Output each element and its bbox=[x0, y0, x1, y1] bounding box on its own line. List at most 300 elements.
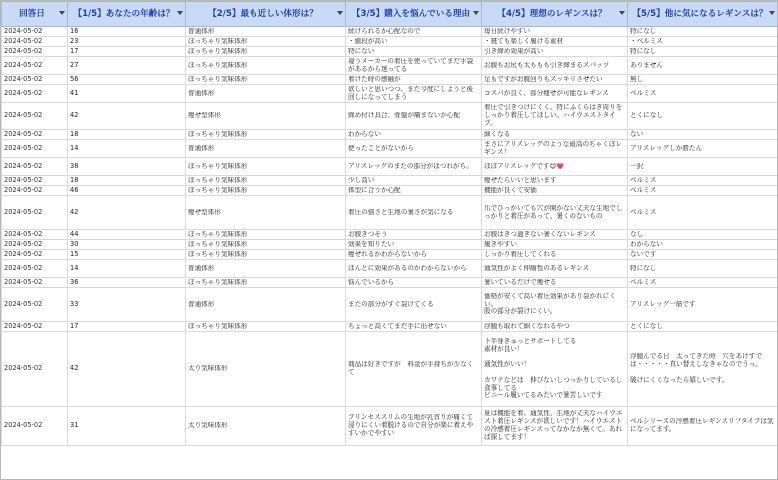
answer-date-cell[interactable] bbox=[2, 260, 68, 278]
cell-text: 細くなる bbox=[484, 130, 511, 138]
table-row bbox=[2, 57, 778, 75]
cell-text: 18 bbox=[70, 130, 79, 138]
cell-text: 普通体形 bbox=[188, 89, 215, 97]
header-label: 【3/5】購入を悩んでいる理由 bbox=[351, 9, 471, 19]
cell-text: 2024-05-02 bbox=[4, 322, 43, 330]
answer-date-cell[interactable] bbox=[2, 278, 68, 288]
reason-cell[interactable] bbox=[346, 230, 482, 240]
cell-text: ・ベルミス bbox=[630, 37, 663, 45]
filter-dropdown-icon[interactable] bbox=[59, 11, 65, 15]
cell-text: 16 bbox=[70, 27, 79, 35]
cell-text: とくになし bbox=[630, 112, 663, 120]
table-row bbox=[2, 140, 778, 158]
ideal-cell[interactable] bbox=[482, 85, 628, 103]
reason-cell[interactable] bbox=[346, 130, 482, 140]
answer-date-cell[interactable] bbox=[2, 240, 68, 250]
table-row bbox=[2, 407, 778, 446]
cell-text: 普通体形 bbox=[188, 264, 215, 272]
cell-text: 履きやすい bbox=[484, 240, 517, 248]
cell-text: 浮腫んでる日 太ってきた時 穴をあけずでは・・・・・真い替えしなきゃなのでうっ。 破けにくくなったら嬉しいです。 bbox=[630, 353, 763, 384]
answer-date-cell[interactable] bbox=[2, 288, 68, 322]
age-cell[interactable] bbox=[68, 250, 186, 260]
cell-text: 14 bbox=[70, 144, 79, 152]
body-type-cell[interactable] bbox=[186, 407, 346, 446]
answer-date-cell[interactable] bbox=[2, 47, 68, 57]
cell-text: ほぼアリスレッグです😊💗 bbox=[484, 162, 565, 170]
body-type-cell[interactable] bbox=[186, 176, 346, 186]
other-cell[interactable] bbox=[628, 250, 778, 260]
body-type-cell[interactable] bbox=[186, 75, 346, 85]
cell-text: ベルミス bbox=[630, 89, 657, 97]
other-cell[interactable] bbox=[628, 57, 778, 75]
answer-date-cell[interactable] bbox=[2, 57, 68, 75]
cell-text: 42 bbox=[70, 208, 79, 216]
header-row bbox=[2, 2, 778, 27]
cell-text: 一択 bbox=[630, 162, 644, 170]
age-cell[interactable] bbox=[68, 27, 186, 37]
cell-text: 2024-05-02 bbox=[4, 300, 43, 308]
ideal-cell[interactable] bbox=[482, 158, 628, 176]
body-type-cell[interactable] bbox=[186, 288, 346, 322]
other-cell[interactable] bbox=[628, 27, 778, 37]
body-type-cell[interactable] bbox=[186, 103, 346, 130]
other-cell[interactable] bbox=[628, 37, 778, 47]
cell-text: お腹はきつ過ぎない暑くないレギンス bbox=[484, 230, 596, 238]
body-type-cell[interactable] bbox=[186, 250, 346, 260]
cell-text: 17 bbox=[70, 322, 79, 330]
cell-text: ベルミス bbox=[630, 278, 657, 286]
table-row bbox=[2, 47, 778, 57]
age-cell[interactable] bbox=[68, 196, 186, 230]
filter-dropdown-icon[interactable] bbox=[619, 11, 625, 15]
cell-text: ぽっちゃり気味体形 bbox=[188, 186, 248, 194]
age-cell[interactable] bbox=[68, 260, 186, 278]
ideal-cell[interactable] bbox=[482, 176, 628, 186]
cell-text: 太り気味体形 bbox=[188, 422, 228, 430]
filter-dropdown-icon[interactable] bbox=[177, 11, 183, 15]
cell-text: 欲しいと思いつつ、また今度にしようと後回しになってしまう bbox=[348, 85, 474, 101]
table-row bbox=[2, 322, 778, 332]
age-cell[interactable] bbox=[68, 47, 186, 57]
age-cell[interactable] bbox=[68, 37, 186, 47]
cell-text: 普通体形 bbox=[188, 144, 215, 152]
header-hesitation-reason[interactable] bbox=[346, 2, 482, 27]
cell-text: 2024-05-02 bbox=[4, 75, 43, 83]
cell-text: ぽっちゃり気味体形 bbox=[188, 47, 248, 55]
filter-dropdown-icon[interactable] bbox=[473, 11, 479, 15]
cell-text: 浮腫も取れて細くなれるやつ bbox=[484, 322, 570, 330]
body-type-cell[interactable] bbox=[186, 85, 346, 103]
body-type-cell[interactable] bbox=[186, 47, 346, 57]
cell-text: しっかり着圧してくれる bbox=[484, 250, 557, 258]
table-row bbox=[2, 278, 778, 288]
age-cell[interactable] bbox=[68, 332, 186, 407]
other-cell[interactable] bbox=[628, 186, 778, 196]
table-row bbox=[2, 103, 778, 130]
reason-cell[interactable] bbox=[346, 75, 482, 85]
cell-text: 違うメーカーの着圧を使っていてまだ手袋があるから迷ってる bbox=[348, 57, 474, 73]
table-row bbox=[2, 85, 778, 103]
age-cell[interactable] bbox=[68, 186, 186, 196]
age-cell[interactable] bbox=[68, 75, 186, 85]
cell-text: 体型に合うか心配 bbox=[348, 186, 401, 194]
ideal-cell[interactable] bbox=[482, 250, 628, 260]
cell-text: ・値段が高い bbox=[348, 37, 388, 45]
cell-text: 太り気味体形 bbox=[188, 365, 228, 373]
other-cell[interactable] bbox=[628, 288, 778, 322]
reason-cell[interactable] bbox=[346, 250, 482, 260]
answer-date-cell[interactable] bbox=[2, 37, 68, 47]
cell-text: 2024-05-02 bbox=[4, 365, 43, 373]
table-row bbox=[2, 260, 778, 278]
table-row bbox=[2, 288, 778, 322]
cell-text: 17 bbox=[70, 47, 79, 55]
cell-text: 2024-05-02 bbox=[4, 278, 43, 286]
cell-text: ちょっと高くてまだ手に出せない bbox=[348, 322, 447, 330]
header-age[interactable] bbox=[68, 2, 186, 27]
table-row bbox=[2, 130, 778, 140]
cell-text: 痩せ型体形 bbox=[188, 112, 221, 120]
table-row bbox=[2, 240, 778, 250]
answer-date-cell[interactable] bbox=[2, 158, 68, 176]
other-cell[interactable] bbox=[628, 332, 778, 407]
answer-date-cell[interactable] bbox=[2, 27, 68, 37]
header-label: 【2/5】最も近しい体形は？ bbox=[208, 9, 318, 19]
cell-text: 価格が安くて高い着圧効果があり裂かれにくい。 股の部分が裂けにくい。 bbox=[484, 292, 616, 316]
reason-cell[interactable] bbox=[346, 140, 482, 158]
cell-text: わからない bbox=[630, 240, 663, 248]
cell-text: ぽっちゃり気味体形 bbox=[188, 37, 248, 45]
other-cell[interactable] bbox=[628, 278, 778, 288]
cell-text: 毎日続けやすい bbox=[484, 27, 531, 35]
body-type-cell[interactable] bbox=[186, 140, 346, 158]
cell-text: とくになし bbox=[630, 322, 663, 330]
answer-date-cell[interactable] bbox=[2, 140, 68, 158]
cell-text: 通気性がよく伸縮性のあるレギンス bbox=[484, 264, 590, 272]
cell-text: 2024-05-02 bbox=[4, 422, 43, 430]
ideal-cell[interactable] bbox=[482, 140, 628, 158]
cell-text: 着圧の強さと生地の暑さが気になる bbox=[348, 208, 454, 216]
cell-text: 無し bbox=[630, 75, 644, 83]
ideal-cell[interactable] bbox=[482, 332, 628, 407]
answer-date-cell[interactable] bbox=[2, 407, 68, 446]
reason-cell[interactable] bbox=[346, 322, 482, 332]
cell-text: 18 bbox=[70, 176, 79, 184]
reason-cell[interactable] bbox=[346, 37, 482, 47]
other-cell[interactable] bbox=[628, 196, 778, 230]
age-cell[interactable] bbox=[68, 288, 186, 322]
cell-text: 痩せれるかわからないから bbox=[348, 250, 428, 258]
cell-text: ぽっちゃり気味体形 bbox=[188, 230, 248, 238]
cell-text: 2024-05-02 bbox=[4, 176, 43, 184]
ideal-cell[interactable] bbox=[482, 278, 628, 288]
ideal-cell[interactable] bbox=[482, 186, 628, 196]
reason-cell[interactable] bbox=[346, 407, 482, 446]
ideal-cell[interactable] bbox=[482, 103, 628, 130]
other-cell[interactable] bbox=[628, 75, 778, 85]
ideal-cell[interactable] bbox=[482, 196, 628, 230]
cell-text: またの部分がすぐ裂けてくる bbox=[348, 300, 434, 308]
cell-text: 痩せたらいいと思います bbox=[484, 176, 557, 184]
table-row bbox=[2, 27, 778, 37]
age-cell[interactable] bbox=[68, 240, 186, 250]
reason-cell[interactable] bbox=[346, 176, 482, 186]
cell-text: 特にない bbox=[348, 47, 375, 55]
body-type-cell[interactable] bbox=[186, 230, 346, 240]
table-row bbox=[2, 75, 778, 85]
body-type-cell[interactable] bbox=[186, 196, 346, 230]
body-type-cell[interactable] bbox=[186, 240, 346, 250]
cell-text: 42 bbox=[70, 112, 79, 120]
cell-text: お腹きつそう bbox=[348, 230, 388, 238]
answer-date-cell[interactable] bbox=[2, 176, 68, 186]
other-cell[interactable] bbox=[628, 240, 778, 250]
other-cell[interactable] bbox=[628, 158, 778, 176]
cell-text: 普通体形 bbox=[188, 300, 215, 308]
header-label: 【1/5】あなたの年齢は？ bbox=[73, 9, 175, 19]
reason-cell[interactable] bbox=[346, 288, 482, 322]
body-type-cell[interactable] bbox=[186, 260, 346, 278]
age-cell[interactable] bbox=[68, 158, 186, 176]
cell-text: 2024-05-02 bbox=[4, 112, 43, 120]
age-cell[interactable] bbox=[68, 140, 186, 158]
cell-text: 少し高い bbox=[348, 176, 375, 184]
answer-date-cell[interactable] bbox=[2, 230, 68, 240]
cell-text: 27 bbox=[70, 61, 79, 69]
header-other-leggings[interactable] bbox=[628, 2, 778, 27]
cell-text: 41 bbox=[70, 89, 79, 97]
cell-text: ない bbox=[630, 130, 644, 138]
cell-text: 2024-05-02 bbox=[4, 144, 43, 152]
cell-text: 暑いているだけで痩せる bbox=[484, 278, 557, 286]
body-type-cell[interactable] bbox=[186, 322, 346, 332]
cell-text: 足もですがお腹回りもスッキリさせたい bbox=[484, 75, 603, 83]
ideal-cell[interactable] bbox=[482, 27, 628, 37]
body-type-cell[interactable] bbox=[186, 37, 346, 47]
body-type-cell[interactable] bbox=[186, 158, 346, 176]
ideal-cell[interactable] bbox=[482, 47, 628, 57]
cell-text: 2024-05-02 bbox=[4, 37, 43, 45]
cell-text: アリスレッグのまたの部分がほつれがち。 bbox=[348, 162, 473, 170]
body-type-cell[interactable] bbox=[186, 27, 346, 37]
cell-text: 30 bbox=[70, 240, 79, 248]
cell-text: ぽっちゃり気味体形 bbox=[188, 162, 248, 170]
cell-text: 2024-05-02 bbox=[4, 130, 43, 138]
age-cell[interactable] bbox=[68, 322, 186, 332]
cell-text: 使ったことがないから bbox=[348, 144, 414, 152]
cell-text: ・寝ても楽しく履ける素材 bbox=[484, 37, 564, 45]
cell-text: ぽっちゃり気味体形 bbox=[188, 130, 248, 138]
age-cell[interactable] bbox=[68, 278, 186, 288]
table-row bbox=[2, 196, 778, 230]
cell-text: ベルミス bbox=[630, 186, 657, 194]
cell-text: 31 bbox=[70, 422, 79, 430]
cell-text: ぽっちゃり気味体形 bbox=[188, 75, 248, 83]
answer-date-cell[interactable] bbox=[2, 103, 68, 130]
cell-text: 商品は好きですが 料金が手持ちが少なくて bbox=[348, 361, 474, 376]
cell-text: 2024-05-02 bbox=[4, 240, 43, 248]
age-cell[interactable] bbox=[68, 407, 186, 446]
body-type-cell[interactable] bbox=[186, 278, 346, 288]
cell-text: ないです bbox=[630, 250, 657, 258]
cell-text: 夏は機能を着、通気性、生地が丈夫なハイウエスト着圧レギンスが欲しいです！ハイウエストの冷感着圧レギンスってなかなか無くて。あれば探してます！ bbox=[484, 410, 623, 441]
reason-cell[interactable] bbox=[346, 240, 482, 250]
cell-text: 爪でひっかいても穴が開かない丈夫な生地でしっかりと着圧があって、暑くのないもの bbox=[484, 204, 623, 220]
reason-cell[interactable] bbox=[346, 278, 482, 288]
cell-text: 44 bbox=[70, 230, 79, 238]
cell-text: 2024-05-02 bbox=[4, 47, 43, 55]
answer-date-cell[interactable] bbox=[2, 322, 68, 332]
cell-text: まさにアリスレッグのような最高のちゃくぽレギンス！ bbox=[484, 140, 623, 156]
cell-text: 36 bbox=[70, 278, 79, 286]
cell-text: ほんとに効果があるのかわからないから bbox=[348, 264, 467, 272]
ideal-cell[interactable] bbox=[482, 37, 628, 47]
filter-dropdown-icon[interactable] bbox=[769, 11, 775, 15]
ideal-cell[interactable] bbox=[482, 240, 628, 250]
cell-text: 2024-05-02 bbox=[4, 230, 43, 238]
cell-text: 着圧で引きつけにくく、特にふくらはぎ周りをしっかり着圧してほしい。ハイウエストタイプ。 bbox=[484, 104, 623, 127]
table-row bbox=[2, 37, 778, 47]
table-row bbox=[2, 332, 778, 407]
cell-text: 2024-05-02 bbox=[4, 264, 43, 272]
survey-table bbox=[1, 1, 778, 446]
ideal-cell[interactable] bbox=[482, 260, 628, 278]
header-ideal-leggings[interactable] bbox=[482, 2, 628, 27]
cell-text: 46 bbox=[70, 186, 79, 194]
cell-text: ベルミス bbox=[630, 208, 657, 216]
answer-date-cell[interactable] bbox=[2, 75, 68, 85]
cell-text: コスパが良く、部分痩せが可能なレギンス bbox=[484, 89, 609, 97]
filter-dropdown-icon[interactable] bbox=[337, 11, 343, 15]
answer-date-cell[interactable] bbox=[2, 130, 68, 140]
cell-text: 2024-05-02 bbox=[4, 186, 43, 194]
cell-text: ぽっちゃり気味体形 bbox=[188, 176, 248, 184]
other-cell[interactable] bbox=[628, 322, 778, 332]
ideal-cell[interactable] bbox=[482, 230, 628, 240]
header-label: 【4/5】理想のレギンスは？ bbox=[497, 9, 607, 19]
cell-text: 14 bbox=[70, 264, 79, 272]
other-cell[interactable] bbox=[628, 47, 778, 57]
other-cell[interactable] bbox=[628, 230, 778, 240]
cell-text: 着けた時の感触が bbox=[348, 75, 401, 83]
age-cell[interactable] bbox=[68, 85, 186, 103]
ideal-cell[interactable] bbox=[482, 130, 628, 140]
cell-text: 締め付け具合、骨盤が痛まないか心配 bbox=[348, 112, 461, 120]
table-row bbox=[2, 250, 778, 260]
other-cell[interactable] bbox=[628, 140, 778, 158]
header-label: 回答日 bbox=[19, 9, 45, 19]
reason-cell[interactable] bbox=[346, 332, 482, 407]
reason-cell[interactable] bbox=[346, 196, 482, 230]
reason-cell[interactable] bbox=[346, 57, 482, 75]
header-label: 【5/5】他に気になるレギンスは？ bbox=[632, 9, 768, 19]
cell-text: 33 bbox=[70, 300, 79, 308]
header-body-type[interactable] bbox=[186, 2, 346, 27]
ideal-cell[interactable] bbox=[482, 407, 628, 446]
cell-text: 普通体形 bbox=[188, 27, 215, 35]
cell-text: アリスレッグしか勝たん bbox=[630, 144, 703, 152]
cell-text: 痩せ型体形 bbox=[188, 208, 221, 216]
cell-text: プリンセススリムの生地が乳首りが痛くて浸りにくい着脱けるので自分が楽に着えやすいかでやすい bbox=[348, 414, 474, 437]
cell-text: 特になし bbox=[630, 27, 657, 35]
cell-text: 56 bbox=[70, 75, 79, 83]
cell-text: なし bbox=[630, 230, 644, 238]
reason-cell[interactable] bbox=[346, 103, 482, 130]
other-cell[interactable] bbox=[628, 130, 778, 140]
cell-text: 2024-05-02 bbox=[4, 162, 43, 170]
age-cell[interactable] bbox=[68, 57, 186, 75]
table-row bbox=[2, 158, 778, 176]
cell-text: ありません bbox=[630, 61, 663, 69]
cell-text: 下半身ぎゅっとサポートしてる 素材が良い！ 通気性がいい！ カワテなどは 伸びないしつっかりしているし食事してる ビニール履いてるみたいで暑苦しいです bbox=[484, 337, 623, 400]
other-cell[interactable] bbox=[628, 85, 778, 103]
body-type-cell[interactable] bbox=[186, 186, 346, 196]
reason-cell[interactable] bbox=[346, 260, 482, 278]
ideal-cell[interactable] bbox=[482, 288, 628, 322]
cell-text: 機能が良くて安価 bbox=[484, 186, 537, 194]
other-cell[interactable] bbox=[628, 260, 778, 278]
age-cell[interactable] bbox=[68, 176, 186, 186]
table-row bbox=[2, 176, 778, 186]
age-cell[interactable] bbox=[68, 130, 186, 140]
cell-text: ぽっちゃり気味体形 bbox=[188, 322, 248, 330]
cell-text: ぽっちゃり気味体形 bbox=[188, 61, 248, 69]
cell-text: 2024-05-02 bbox=[4, 61, 43, 69]
ideal-cell[interactable] bbox=[482, 75, 628, 85]
cell-text: 42 bbox=[70, 365, 79, 373]
table-body bbox=[2, 27, 778, 446]
cell-text: 15 bbox=[70, 250, 79, 258]
reason-cell[interactable] bbox=[346, 27, 482, 37]
cell-text: 2024-05-02 bbox=[4, 27, 43, 35]
answer-date-cell[interactable] bbox=[2, 196, 68, 230]
age-cell[interactable] bbox=[68, 103, 186, 130]
cell-text: ぽっちゃり気味体形 bbox=[188, 250, 248, 258]
body-type-cell[interactable] bbox=[186, 130, 346, 140]
other-cell[interactable] bbox=[628, 176, 778, 186]
cell-text: ベルシリーズの冷感着圧レギンスリフタイプは気になってます。 bbox=[630, 418, 774, 433]
reason-cell[interactable] bbox=[346, 47, 482, 57]
cell-text: アリスレッグ一筋です bbox=[630, 300, 696, 308]
age-cell[interactable] bbox=[68, 230, 186, 240]
reason-cell[interactable] bbox=[346, 158, 482, 176]
answer-date-cell[interactable] bbox=[2, 332, 68, 407]
answer-date-cell[interactable] bbox=[2, 250, 68, 260]
ideal-cell[interactable] bbox=[482, 322, 628, 332]
cell-text: 23 bbox=[70, 37, 79, 45]
ideal-cell[interactable] bbox=[482, 57, 628, 75]
table-row bbox=[2, 186, 778, 196]
body-type-cell[interactable] bbox=[186, 57, 346, 75]
cell-text: ぽっちゃり気味体形 bbox=[188, 240, 248, 248]
body-type-cell[interactable] bbox=[186, 332, 346, 407]
cell-text: 2024-05-02 bbox=[4, 89, 43, 97]
cell-text: お腹もお尻も太ももも引き締まるスパッツ bbox=[484, 61, 610, 69]
cell-text: 特になし bbox=[630, 264, 657, 272]
cell-text: 悩んでいるから bbox=[348, 278, 395, 286]
header-answer-date[interactable] bbox=[2, 2, 68, 27]
other-cell[interactable] bbox=[628, 103, 778, 130]
reason-cell[interactable] bbox=[346, 186, 482, 196]
cell-text: 38 bbox=[70, 162, 79, 170]
reason-cell[interactable] bbox=[346, 85, 482, 103]
cell-text: 特になし bbox=[630, 47, 657, 55]
cell-text: ぽっちゃり気味体形 bbox=[188, 278, 248, 286]
answer-date-cell[interactable] bbox=[2, 85, 68, 103]
other-cell[interactable] bbox=[628, 407, 778, 446]
cell-text: 2024-05-02 bbox=[4, 208, 43, 216]
answer-date-cell[interactable] bbox=[2, 186, 68, 196]
